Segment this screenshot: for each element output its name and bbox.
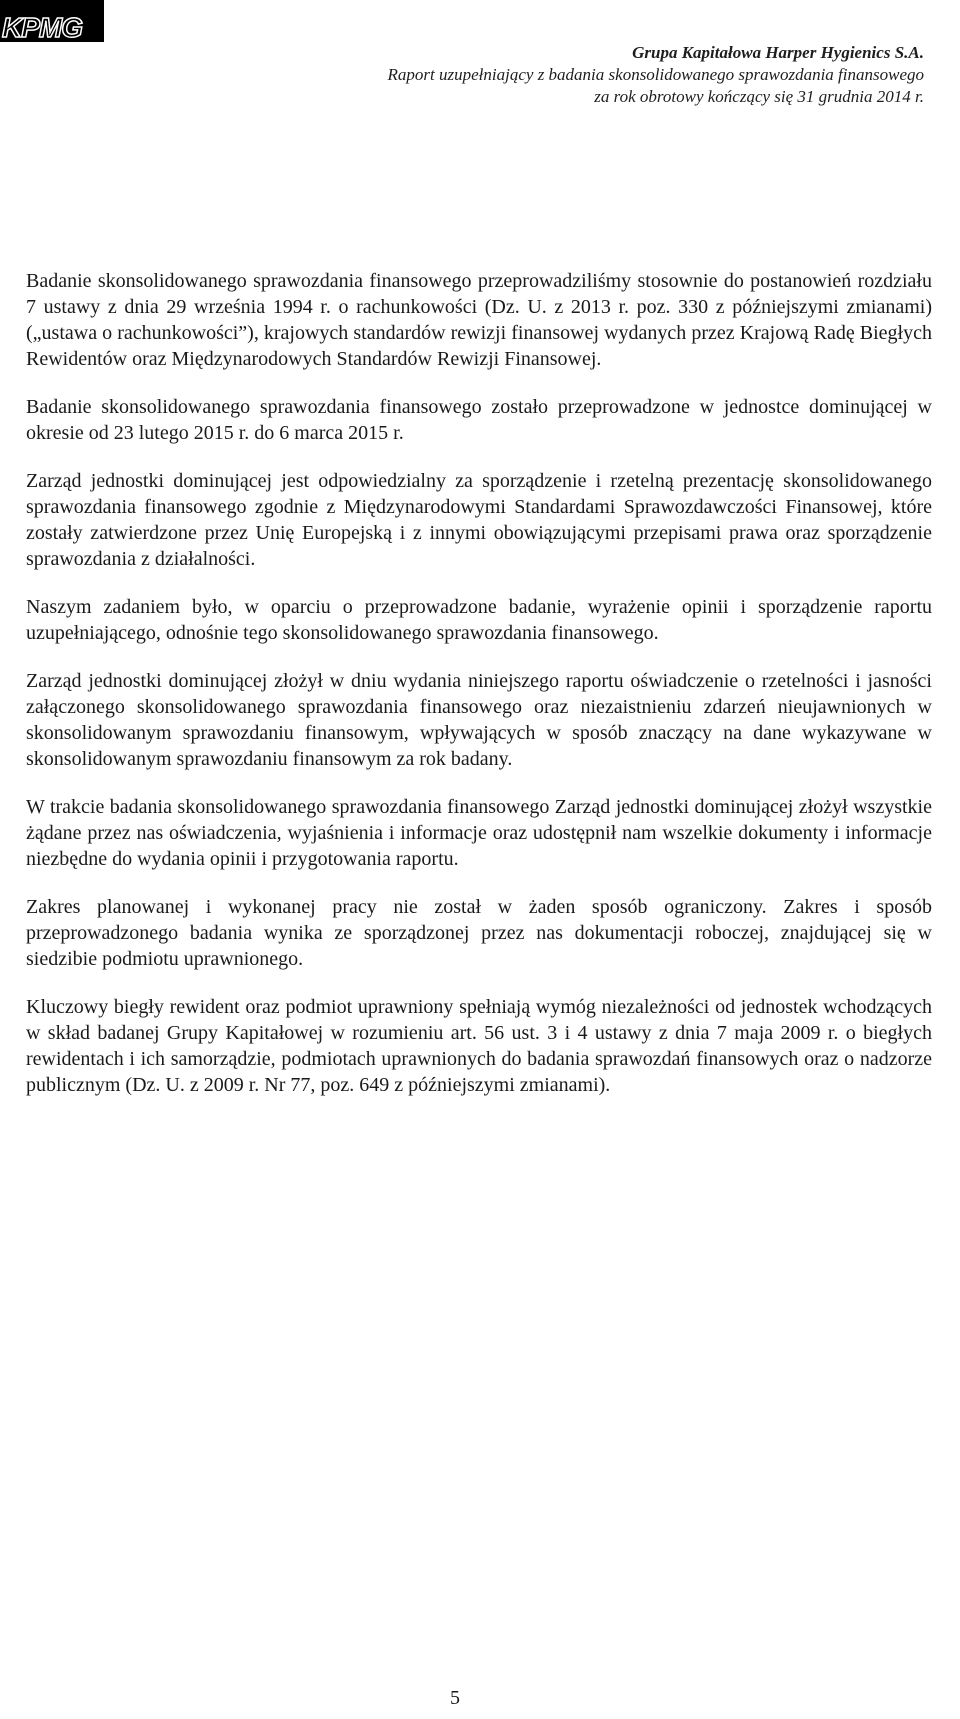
paragraph-information-provided: W trakcie badania skonsolidowanego sprawozdania finansowego Zarząd jednostki dominującej złożył wszystkie żądane przez nas oświadczenia, wyjaśnienia i informacje oraz udostępnił nam wszelkie dokumenty i informacje niezbędne do wydania opinii i przygotowania raportu.	[26, 796, 932, 870]
report-body	[26, 268, 932, 1120]
header-period: za rok obrotowy kończący się 31 grudnia 2014 r.	[594, 87, 924, 106]
header-company: Grupa Kapitałowa Harper Hygienics S.A.	[632, 43, 924, 62]
page-number: 5	[450, 1687, 460, 1709]
header-report-title: Raport uzupełniający z badania skonsolidowanego sprawozdania finansowego	[387, 65, 924, 84]
paragraph-auditor-task: Naszym zadaniem było, w oparciu o przeprowadzone badanie, wyrażenie opinii i sporządzenie raportu uzupełniającego, odnośnie tego skonsolidowanego sprawozdania finansowego.	[26, 596, 932, 644]
paragraph-audit-period: Badanie skonsolidowanego sprawozdania finansowego zostało przeprowadzone w jednostce dominującej w okresie od 23 lutego 2015 r. do 6 marca 2015 r.	[26, 396, 932, 444]
kpmg-logo-text: KPMG	[2, 12, 82, 42]
paragraph-scope: Zakres planowanej i wykonanej pracy nie został w żaden sposób ograniczony. Zakres i sposób przeprowadzonego badania wynika ze sporządzonej przez nas dokumentacji roboczej, znajdującej się w siedzibie podmiotu uprawnionego.	[26, 896, 932, 970]
paragraph-management-responsibility: Zarząd jednostki dominującej jest odpowiedzialny za sporządzenie i rzetelną prezentację skonsolidowanego sprawozdania finansowego zgodnie z Międzynarodowymi Standardami Sprawozdawczości Finansowej, które zostały zatwierdzone przez Unię Europejską i z innymi obowiązującymi przepisami prawa oraz sporządzenie sprawozdania z działalności.	[26, 470, 932, 570]
paragraph-audit-basis: Badanie skonsolidowanego sprawozdania finansowego przeprowadziliśmy stosownie do postanowień rozdziału 7 ustawy z dnia 29 września 1994 r. o rachunkowości (Dz. U. z 2013 r. poz. 330 z późniejszymi zmianami) („ustawa o rachunkowości”), krajowych standardów rewizji finansowej wydanych przez Krajową Radę Biegłych Rewidentów oraz Międzynarodowych Standardów Rewizji Finansowej.	[26, 270, 932, 370]
kpmg-logo	[0, 0, 104, 42]
paragraph-independence: Kluczowy biegły rewident oraz podmiot uprawniony spełniają wymóg niezależności od jednostek wchodzących w skład badanej Grupy Kapitałowej w rozumieniu art. 56 ust. 3 i 4 ustawy z dnia 7 maja 2009 r. o biegłych rewidentach i ich samorządzie, podmiotach uprawnionych do badania sprawozdań finansowych oraz o nadzorze publicznym (Dz. U. z 2009 r. Nr 77, poz. 649 z późniejszymi zmianami).	[26, 996, 932, 1096]
paragraph-management-statement: Zarząd jednostki dominującej złożył w dniu wydania niniejszego raportu oświadczenie o rzetelności i jasności załączonego skonsolidowanego sprawozdania finansowego oraz niezaistnieniu zdarzeń nieujawnionych w skonsolidowanym sprawozdaniu finansowym, wpływających w sposób znaczący na dane wykazywane w skonsolidowanym sprawozdaniu finansowym za rok badany.	[26, 670, 932, 770]
page-header	[388, 42, 924, 108]
